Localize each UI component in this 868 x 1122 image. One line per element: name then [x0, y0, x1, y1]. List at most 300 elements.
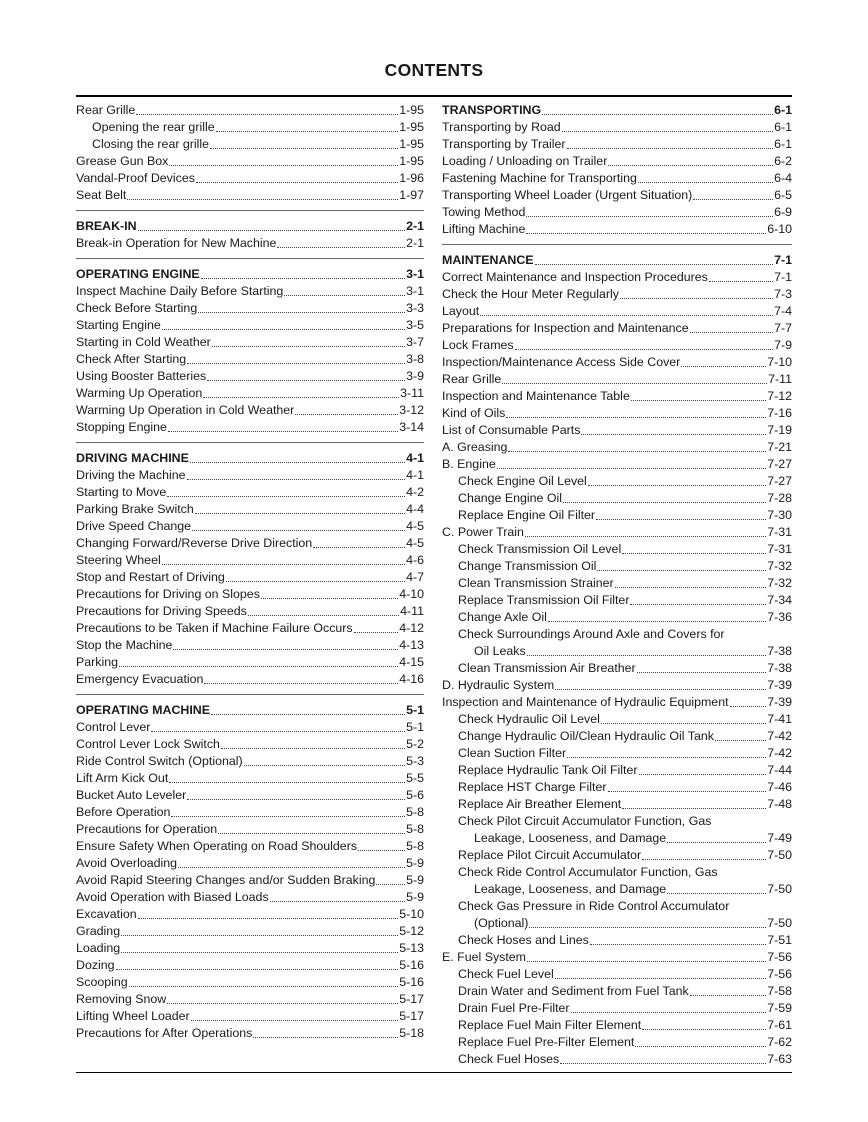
- toc-page-number: 2-1: [406, 219, 424, 233]
- toc-entry[interactable]: [76, 235, 424, 252]
- toc-entry-title: Seat Belt: [76, 188, 127, 202]
- toc-entry[interactable]: [442, 136, 792, 153]
- toc-page-number: 7-38: [767, 661, 792, 675]
- toc-entry[interactable]: [76, 136, 424, 153]
- toc-entry-title: Closing the rear grille: [92, 137, 210, 151]
- dot-leader: [548, 621, 766, 622]
- dot-leader: [525, 536, 766, 537]
- toc-entry-title: Lifting Wheel Loader: [76, 1009, 190, 1023]
- toc-section-heading[interactable]: [76, 702, 424, 719]
- toc-page-number: 5-10: [399, 907, 424, 921]
- toc-entry-title: Steering Wheel: [76, 553, 161, 567]
- toc-entry-line[interactable]: Check Surroundings Around Axle and Covers for: [458, 627, 725, 641]
- toc-entry-title: Check Fuel Level: [458, 967, 554, 981]
- dot-leader: [601, 723, 766, 724]
- dot-leader: [620, 298, 773, 299]
- toc-entry[interactable]: [76, 889, 424, 906]
- toc-entry-title: Inspection/Maintenance Access Side Cover: [442, 355, 681, 369]
- toc-page-number: 4-5: [406, 536, 424, 550]
- toc-entry-title: Check After Starting: [76, 352, 187, 366]
- toc-entry-title: Lock Frames: [442, 338, 514, 352]
- toc-entry[interactable]: [442, 507, 792, 524]
- toc-entry-title: Lift Arm Kick Out: [76, 771, 169, 785]
- dot-leader: [226, 581, 405, 582]
- toc-page-number: 1-96: [399, 171, 424, 185]
- toc-entry[interactable]: [442, 422, 792, 439]
- dot-leader: [211, 714, 405, 715]
- toc-page-number: 7-34: [767, 593, 792, 607]
- toc-page-number: 5-16: [399, 958, 424, 972]
- toc-page-number: 7-61: [767, 1018, 792, 1032]
- toc-entry[interactable]: [442, 388, 792, 405]
- toc-page-number: 7-12: [767, 389, 792, 403]
- toc-entry[interactable]: [442, 473, 792, 490]
- toc-entry-title: Replace Fuel Main Filter Element: [458, 1018, 642, 1032]
- toc-entry[interactable]: [442, 405, 792, 422]
- toc-entry-title: Replace Hydraulic Tank Oil Filter: [458, 763, 638, 777]
- dot-leader: [218, 833, 405, 834]
- dot-leader: [497, 468, 766, 469]
- toc-entry[interactable]: [442, 354, 792, 371]
- toc-page-number: 4-2: [406, 485, 424, 499]
- dot-leader: [221, 748, 405, 749]
- toc-entry[interactable]: [76, 317, 424, 334]
- toc-entry[interactable]: [442, 1000, 792, 1017]
- toc-entry-title: Vandal-Proof Devices: [76, 171, 195, 185]
- toc-page-number: 5-1: [406, 720, 424, 734]
- toc-entry[interactable]: [76, 385, 424, 402]
- dot-leader: [167, 1003, 398, 1004]
- toc-entry[interactable]: [76, 637, 424, 654]
- toc-entry[interactable]: [442, 221, 792, 238]
- dot-leader: [631, 400, 766, 401]
- toc-page-number: 5-9: [406, 873, 424, 887]
- top-rule: [76, 95, 792, 97]
- toc-page-number: 3-14: [399, 420, 424, 434]
- toc-entry-title: Break-in Operation for New Machine: [76, 236, 277, 250]
- toc-page-number: 7-44: [767, 763, 792, 777]
- toc-entry[interactable]: [442, 439, 792, 456]
- toc-page-number: 5-16: [399, 975, 424, 989]
- toc-entry[interactable]: [442, 694, 792, 711]
- dot-leader: [203, 397, 399, 398]
- dot-leader: [615, 587, 767, 588]
- toc-entry-title: C. Power Train: [442, 525, 524, 539]
- toc-entry[interactable]: [76, 872, 424, 889]
- dot-leader: [502, 383, 767, 384]
- toc-entry[interactable]: [76, 821, 424, 838]
- dot-leader: [277, 247, 405, 248]
- toc-entry-title: Precautions for Driving on Slopes: [76, 587, 260, 601]
- toc-section-heading[interactable]: [442, 102, 792, 119]
- toc-section-heading[interactable]: [76, 266, 424, 283]
- toc-entry[interactable]: [442, 830, 792, 847]
- toc-page-number: 3-9: [406, 369, 424, 383]
- toc-page-number: 7-10: [767, 355, 792, 369]
- toc-entry[interactable]: [76, 518, 424, 535]
- toc-page-number: 7-51: [767, 933, 792, 947]
- toc-entry[interactable]: [442, 745, 792, 762]
- toc-entry[interactable]: [76, 283, 424, 300]
- toc-entry-title: Kind of Oils: [442, 406, 506, 420]
- toc-entry[interactable]: [76, 603, 424, 620]
- toc-entry[interactable]: [76, 923, 424, 940]
- toc-entry-title: Drain Fuel Pre-Filter: [458, 1001, 570, 1015]
- toc-page-number: 5-9: [406, 890, 424, 904]
- toc-entry-title: Warming Up Operation: [76, 386, 203, 400]
- toc-page-number: 7-30: [767, 508, 792, 522]
- toc-entry[interactable]: [442, 303, 792, 320]
- dot-leader: [129, 986, 399, 987]
- dot-leader: [642, 859, 766, 860]
- dot-leader: [138, 918, 399, 919]
- toc-entry[interactable]: [76, 991, 424, 1008]
- toc-page-number: 6-2: [774, 154, 792, 168]
- toc-entry[interactable]: [442, 320, 792, 337]
- toc-entry-title: Inspection and Maintenance of Hydraulic Equipment: [442, 695, 729, 709]
- toc-page-number: 5-8: [406, 805, 424, 819]
- dot-leader: [376, 884, 405, 885]
- dot-leader: [635, 1046, 766, 1047]
- toc-page-number: 7-38: [767, 644, 792, 658]
- dot-leader: [187, 479, 406, 480]
- toc-page-number: 7-63: [767, 1052, 792, 1066]
- dot-leader: [169, 782, 405, 783]
- dot-leader: [555, 689, 766, 690]
- toc-entry[interactable]: [442, 932, 792, 949]
- dot-leader: [295, 414, 398, 415]
- bottom-rule: [76, 1072, 792, 1073]
- toc-entry-title: Avoid Operation with Biased Loads: [76, 890, 269, 904]
- toc-entry[interactable]: [442, 1017, 792, 1034]
- toc-entry[interactable]: [442, 983, 792, 1000]
- toc-entry[interactable]: [76, 368, 424, 385]
- toc-entry[interactable]: [76, 170, 424, 187]
- dot-leader: [212, 346, 405, 347]
- toc-page-number: 7-3: [774, 287, 792, 301]
- toc-entry[interactable]: [76, 334, 424, 351]
- toc-entry[interactable]: [76, 671, 424, 688]
- toc-entry[interactable]: [76, 402, 424, 419]
- toc-entry-title: Precautions for After Operations: [76, 1026, 253, 1040]
- toc-entry[interactable]: [76, 974, 424, 991]
- toc-page-number: 4-10: [399, 587, 424, 601]
- toc-section-heading[interactable]: [76, 218, 424, 235]
- toc-entry[interactable]: [76, 187, 424, 204]
- toc-entry[interactable]: [76, 838, 424, 855]
- dot-leader: [248, 615, 399, 616]
- toc-page-number: 5-3: [406, 754, 424, 768]
- toc-entry[interactable]: [442, 711, 792, 728]
- dot-leader: [187, 799, 405, 800]
- toc-page-number: 7-50: [767, 848, 792, 862]
- toc-entry-title: Layout: [442, 304, 480, 318]
- toc-page-number: 3-3: [406, 301, 424, 315]
- toc-entry[interactable]: [442, 558, 792, 575]
- dot-leader: [690, 995, 766, 996]
- toc-entry[interactable]: [76, 569, 424, 586]
- dot-leader: [198, 312, 405, 313]
- toc-entry[interactable]: [76, 855, 424, 872]
- toc-entry[interactable]: [442, 269, 792, 286]
- toc-entry-title: Check Hoses and Lines: [458, 933, 589, 947]
- dot-leader: [121, 935, 398, 936]
- toc-entry[interactable]: [76, 484, 424, 501]
- toc-entry[interactable]: [76, 753, 424, 770]
- toc-section-heading[interactable]: [442, 252, 792, 269]
- toc-page-number: 7-58: [767, 984, 792, 998]
- toc-entry[interactable]: [442, 592, 792, 609]
- toc-entry[interactable]: [76, 467, 424, 484]
- toc-entry[interactable]: [76, 351, 424, 368]
- toc-entry-title: Starting in Cold Weather: [76, 335, 211, 349]
- dot-leader: [192, 530, 405, 531]
- toc-entry[interactable]: [76, 1008, 424, 1025]
- toc-page-number: 6-9: [774, 205, 792, 219]
- toc-page-number: 3-7: [406, 335, 424, 349]
- toc-entry-title: Precautions for Operation: [76, 822, 218, 836]
- toc-entry-title: Emergency Evacuation: [76, 672, 204, 686]
- toc-page-number: 5-17: [399, 992, 424, 1006]
- dot-leader: [638, 182, 773, 183]
- toc-entry-title: MAINTENANCE: [442, 253, 534, 267]
- dot-leader: [138, 230, 406, 231]
- toc-entry-title: Loading: [76, 941, 121, 955]
- toc-page-number: 7-31: [767, 525, 792, 539]
- toc-entry[interactable]: [442, 609, 792, 626]
- toc-entry[interactable]: [442, 337, 792, 354]
- toc-page-number: 4-12: [399, 621, 424, 635]
- toc-entry-title: Check Before Starting: [76, 301, 198, 315]
- dot-leader: [709, 281, 773, 282]
- toc-entry[interactable]: [442, 490, 792, 507]
- toc-entry-title: Parking: [76, 655, 119, 669]
- toc-entry-title: Lifting Machine: [442, 222, 526, 236]
- toc-entry-title: Fastening Machine for Transporting: [442, 171, 637, 185]
- toc-entry[interactable]: [76, 787, 424, 804]
- dot-leader: [681, 366, 766, 367]
- page-title: CONTENTS: [384, 60, 484, 80]
- toc-entry[interactable]: [442, 779, 792, 796]
- dot-leader: [693, 199, 773, 200]
- toc-entry[interactable]: [76, 736, 424, 753]
- toc-page-number: 7-9: [774, 338, 792, 352]
- dot-leader: [535, 264, 774, 265]
- dot-leader: [244, 765, 405, 766]
- toc-entry[interactable]: [76, 1025, 424, 1042]
- dot-leader: [173, 649, 398, 650]
- toc-entry[interactable]: [76, 419, 424, 436]
- toc-page-number: 7-36: [767, 610, 792, 624]
- dot-leader: [196, 182, 398, 183]
- toc-entry-title: Clean Suction Filter: [458, 746, 567, 760]
- toc-entry-title: BREAK-IN: [76, 219, 137, 233]
- toc-entry[interactable]: [442, 915, 792, 932]
- toc-page-number: 6-5: [774, 188, 792, 202]
- dot-leader: [190, 462, 405, 463]
- toc-entry[interactable]: [76, 654, 424, 671]
- dot-leader: [642, 1029, 766, 1030]
- dot-leader: [730, 706, 767, 707]
- toc-section-heading[interactable]: [76, 450, 424, 467]
- toc-entry-title: Change Transmission Oil: [458, 559, 597, 573]
- toc-entry[interactable]: [76, 957, 424, 974]
- toc-entry-title: Control Lever: [76, 720, 151, 734]
- toc-entry[interactable]: [442, 170, 792, 187]
- dot-leader: [216, 131, 399, 132]
- toc-page-number: 7-42: [767, 746, 792, 760]
- toc-page-number: 3-8: [406, 352, 424, 366]
- toc-entry-title: Transporting Wheel Loader (Urgent Situation): [442, 188, 693, 202]
- dot-leader: [596, 519, 766, 520]
- toc-entry[interactable]: [442, 949, 792, 966]
- toc-page-number: 6-4: [774, 171, 792, 185]
- toc-entry[interactable]: [76, 153, 424, 170]
- toc-entry[interactable]: [76, 300, 424, 317]
- toc-page-number: 1-97: [399, 188, 424, 202]
- toc-entry[interactable]: [76, 719, 424, 736]
- toc-page-number: 3-1: [406, 284, 424, 298]
- toc-entry[interactable]: [442, 541, 792, 558]
- toc-entry-title: D. Hydraulic System: [442, 678, 555, 692]
- dot-leader: [127, 199, 398, 200]
- toc-entry[interactable]: [442, 187, 792, 204]
- toc-entry-line[interactable]: Check Gas Pressure in Ride Control Accumulator: [458, 899, 730, 913]
- toc-page-number: 5-18: [399, 1026, 424, 1040]
- toc-entry[interactable]: [76, 620, 424, 637]
- toc-entry[interactable]: [442, 677, 792, 694]
- toc-entry-title: Excavation: [76, 907, 137, 921]
- toc-entry-title: Opening the rear grille: [92, 120, 215, 134]
- dot-leader: [667, 842, 766, 843]
- toc-right-column: [442, 102, 792, 1068]
- dot-leader: [622, 553, 766, 554]
- toc-page-number: 5-2: [406, 737, 424, 751]
- toc-entry[interactable]: [76, 102, 424, 119]
- toc-entry-title: Leakage, Looseness, and Damage: [474, 831, 667, 845]
- toc-entry[interactable]: [76, 501, 424, 518]
- toc-entry[interactable]: [442, 575, 792, 592]
- toc-entry-title: Driving the Machine: [76, 468, 186, 482]
- toc-page-number: 7-41: [767, 712, 792, 726]
- toc-entry-title: Check Engine Oil Level: [458, 474, 587, 488]
- toc-entry[interactable]: [442, 728, 792, 745]
- toc-entry[interactable]: [442, 119, 792, 136]
- toc-page-number: 7-11: [768, 372, 792, 386]
- toc-entry[interactable]: [442, 1051, 792, 1068]
- toc-entry-title: A. Greasing: [442, 440, 508, 454]
- toc-entry-title: Removing Snow: [76, 992, 167, 1006]
- toc-entry-title: Clean Transmission Air Breather: [458, 661, 636, 675]
- dot-leader: [581, 434, 766, 435]
- toc-page-number: 7-32: [767, 576, 792, 590]
- dot-leader: [178, 867, 405, 868]
- dot-leader: [555, 978, 766, 979]
- toc-entry-title: (Optional): [474, 916, 529, 930]
- toc-entry[interactable]: [442, 456, 792, 473]
- toc-entry[interactable]: [76, 119, 424, 136]
- dot-leader: [151, 731, 405, 732]
- toc-entry[interactable]: [76, 586, 424, 603]
- toc-entry-title: Preparations for Inspection and Maintenance: [442, 321, 689, 335]
- toc-entry-title: Inspection and Maintenance Table: [442, 389, 630, 403]
- toc-entry[interactable]: [442, 881, 792, 898]
- toc-entry[interactable]: [76, 770, 424, 787]
- toc-entry-title: Bucket Auto Leveler: [76, 788, 187, 802]
- toc-page-number: 6-1: [774, 120, 792, 134]
- section-divider: [76, 258, 424, 259]
- toc-entry[interactable]: [76, 804, 424, 821]
- toc-entry-title: Before Operation: [76, 805, 171, 819]
- toc-entry[interactable]: [442, 643, 792, 660]
- toc-entry-title: Ensure Safety When Operating on Road Shoulders: [76, 839, 358, 853]
- toc-entry-line[interactable]: Check Ride Control Accumulator Function, Gas: [458, 865, 718, 879]
- toc-entry[interactable]: [76, 535, 424, 552]
- toc-page-number: 3-5: [406, 318, 424, 332]
- dot-leader: [207, 380, 405, 381]
- toc-entry-title: Grading: [76, 924, 121, 938]
- dot-leader: [567, 757, 766, 758]
- toc-page-number: 3-1: [406, 267, 424, 281]
- toc-page-number: 5-1: [406, 703, 424, 717]
- toc-page-number: 7-1: [774, 270, 792, 284]
- toc-entry[interactable]: [442, 660, 792, 677]
- toc-entry[interactable]: [442, 204, 792, 221]
- dot-leader: [563, 502, 766, 503]
- toc-entry-title: Towing Method: [442, 205, 526, 219]
- toc-page-number: 5-5: [406, 771, 424, 785]
- toc-page-number: 5-6: [406, 788, 424, 802]
- toc-entry[interactable]: [76, 940, 424, 957]
- toc-entry-title: Transporting by Trailer: [442, 137, 566, 151]
- toc-entry[interactable]: [442, 796, 792, 813]
- toc-entry[interactable]: [442, 153, 792, 170]
- dot-leader: [506, 417, 766, 418]
- toc-page-number: 7-62: [767, 1035, 792, 1049]
- toc-entry[interactable]: [76, 906, 424, 923]
- toc-page-number: 4-1: [406, 468, 424, 482]
- toc-entry-title: Grease Gun Box: [76, 154, 169, 168]
- toc-entry-title: Parking Brake Switch: [76, 502, 194, 516]
- toc-entry[interactable]: [442, 286, 792, 303]
- toc-entry-line[interactable]: Check Pilot Circuit Accumulator Function, Gas: [458, 814, 712, 828]
- toc-entry[interactable]: [442, 1034, 792, 1051]
- toc-entry-title: Dozing: [76, 958, 115, 972]
- toc-page-number: 7-39: [767, 695, 792, 709]
- dot-leader: [527, 655, 767, 656]
- dot-leader: [168, 431, 398, 432]
- toc-page-number: 7-49: [767, 831, 792, 845]
- toc-entry[interactable]: [442, 524, 792, 541]
- toc-entry[interactable]: [76, 552, 424, 569]
- toc-page-number: 7-56: [767, 950, 792, 964]
- toc-entry-title: Clean Transmission Strainer: [458, 576, 614, 590]
- toc-entry-title: OPERATING ENGINE: [76, 267, 200, 281]
- toc-entry[interactable]: [442, 371, 792, 388]
- toc-page-number: 7-4: [774, 304, 792, 318]
- toc-entry[interactable]: [442, 847, 792, 864]
- toc-entry[interactable]: [442, 966, 792, 983]
- toc-entry-title: Change Axle Oil: [458, 610, 547, 624]
- toc-entry-title: Stop and Restart of Driving: [76, 570, 225, 584]
- section-divider: [442, 244, 792, 245]
- toc-page-number: 7-56: [767, 967, 792, 981]
- dot-leader: [637, 672, 767, 673]
- toc-entry[interactable]: [442, 762, 792, 779]
- toc-page-number: 4-1: [406, 451, 424, 465]
- toc-entry-title: Precautions to be Taken if Machine Failure Occurs: [76, 621, 353, 635]
- toc-page-number: 1-95: [399, 120, 424, 134]
